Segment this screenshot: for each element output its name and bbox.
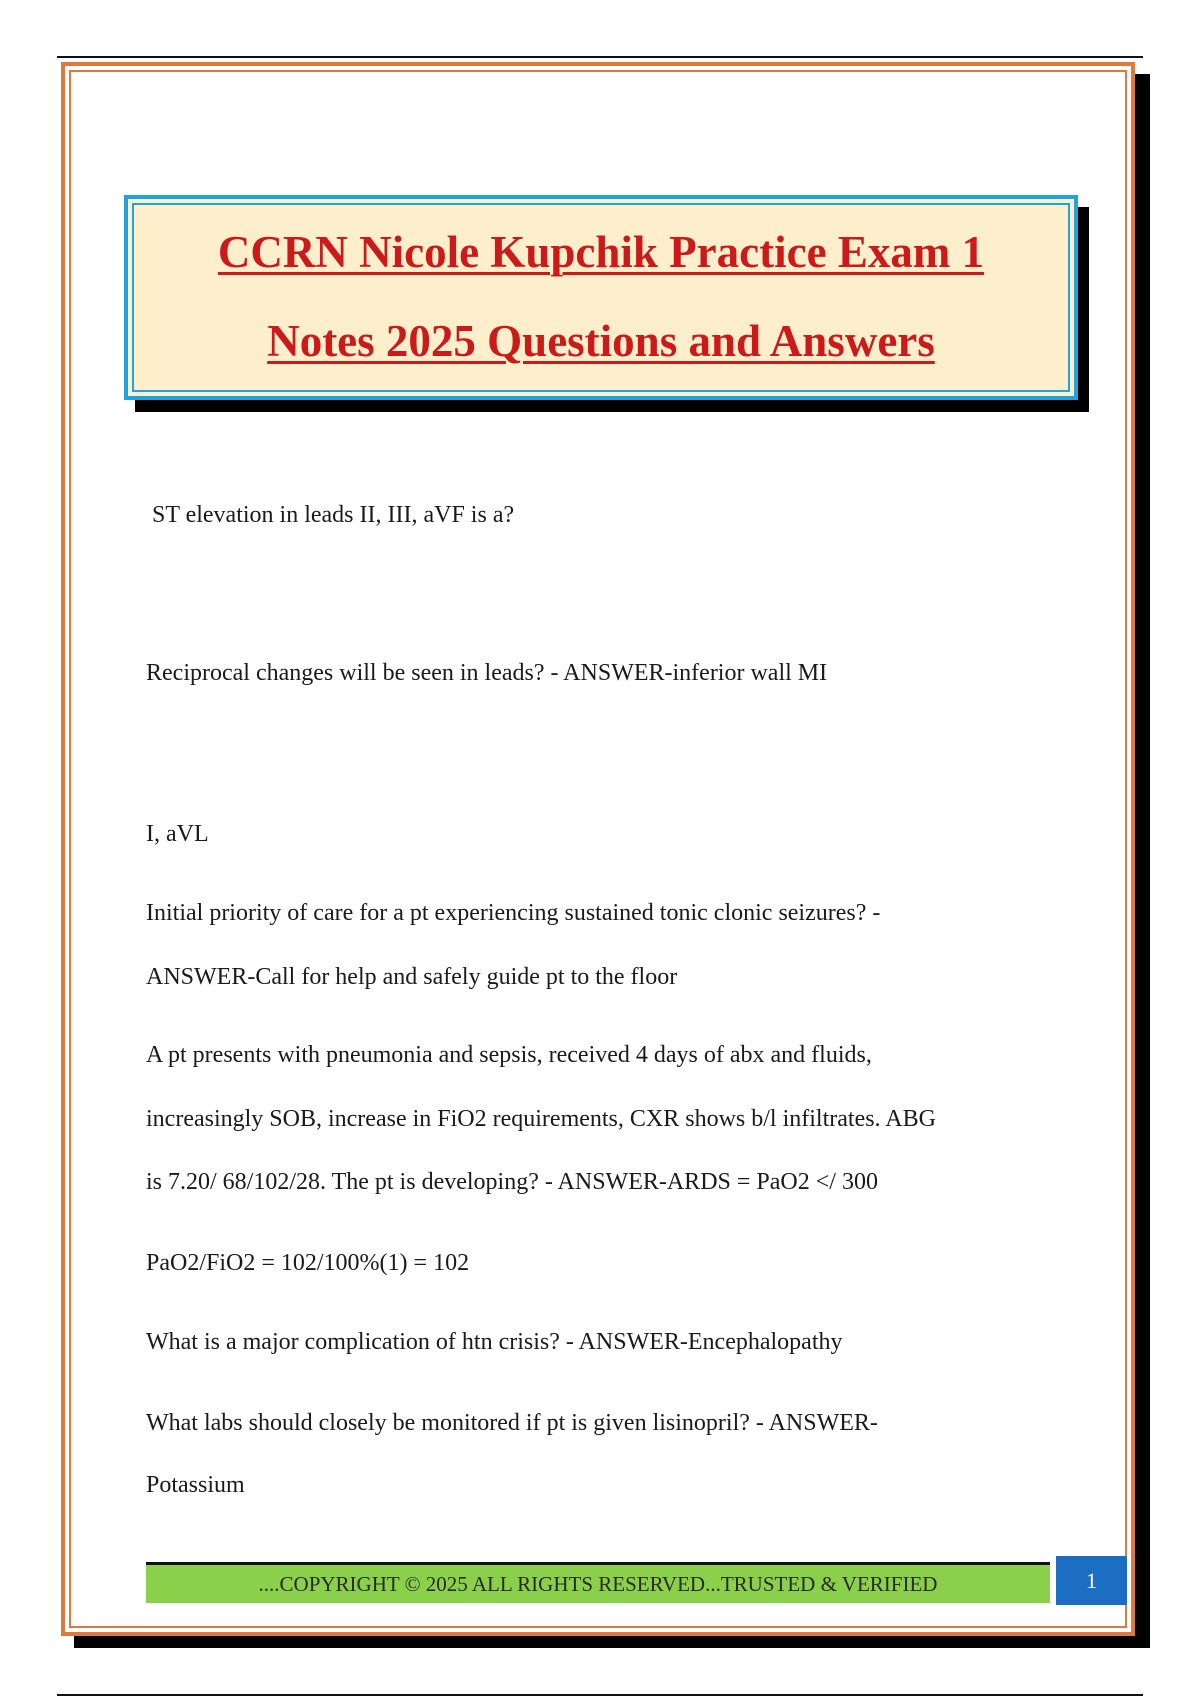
text-line: A pt presents with pneumonia and sepsis, received 4 days of abx and fluids, xyxy=(146,1042,872,1068)
text-line: PaO2/FiO2 = 102/100%(1) = 102 xyxy=(146,1250,470,1276)
title-line-2: Notes 2025 Questions and Answers xyxy=(267,316,935,366)
text-line: is 7.20/ 68/102/28. The pt is developing? - ANSWER-ARDS = PaO2 </ 300 xyxy=(146,1169,878,1195)
text-line: What is a major complication of htn crisis? - ANSWER-Encephalopathy xyxy=(146,1329,843,1355)
text-line: Reciprocal changes will be seen in leads? - ANSWER-inferior wall MI xyxy=(146,660,828,686)
text-line: increasingly SOB, increase in FiO2 requirements, CXR shows b/l infiltrates. ABG xyxy=(146,1106,936,1132)
top-rule xyxy=(57,56,1143,58)
bottom-rule xyxy=(57,1694,1143,1696)
text-line: What labs should closely be monitored if pt is given lisinopril? - ANSWER- xyxy=(146,1410,878,1436)
text-line: ANSWER-Call for help and safely guide pt to the floor xyxy=(146,964,678,990)
text-line: I, aVL xyxy=(146,821,209,847)
footer-copyright: ....COPYRIGHT © 2025 ALL RIGHTS RESERVED...TRUSTED & VERIFIED xyxy=(146,1562,1050,1603)
text-line: ST elevation in leads II, III, aVF is a? xyxy=(152,502,515,528)
title-box xyxy=(124,195,1078,400)
text-line: Initial priority of care for a pt experiencing sustained tonic clonic seizures? - xyxy=(146,900,881,926)
page-number: 1 xyxy=(1056,1556,1127,1605)
text-line: Potassium xyxy=(146,1472,245,1498)
title-line-1: CCRN Nicole Kupchik Practice Exam 1 xyxy=(217,227,985,277)
